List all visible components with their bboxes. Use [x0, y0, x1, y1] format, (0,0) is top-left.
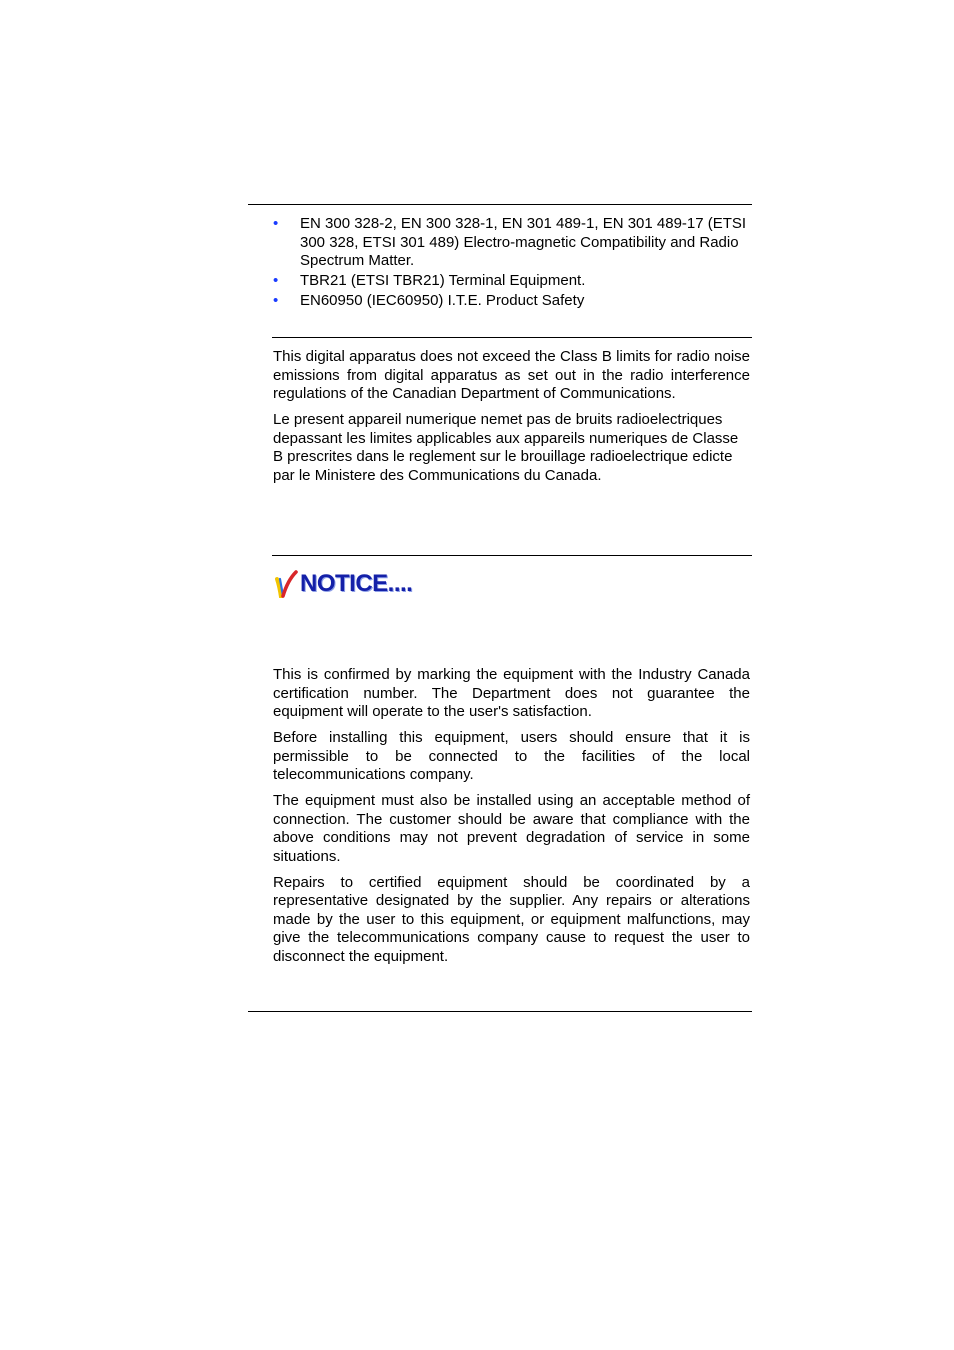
notice-paragraph: Repairs to certified equipment should be coordinated by a representative designated by the supplier. Any repairs or alterations made by the user to this equipment, or equipment malfunctions, may give the telecommunications company cause to request the user to disconnect the equipment. [273, 873, 750, 965]
notice-body [273, 666, 750, 974]
list-item [273, 292, 750, 311]
standards-list [273, 215, 750, 312]
list-item [273, 215, 750, 271]
notice-check-icon [274, 570, 298, 598]
canada-statement-english: This digital apparatus does not exceed the Class B limits for radio noise emissions from digital apparatus as set out in the radio interference regulations of the Canadian Department of Communications. [273, 348, 750, 402]
canada-statement [273, 348, 750, 493]
section-divider [272, 555, 752, 556]
notice-paragraph: Before installing this equipment, users should ensure that it is permissible to be connected to the facilities of the local telecommunications company. [273, 729, 750, 783]
list-item [273, 272, 750, 291]
bullet-icon: • [273, 292, 279, 309]
notice-paragraph: The equipment must also be installed using an acceptable method of connection. The customer should be aware that compliance with the above conditions may not prevent degradation of service in some situations. [273, 792, 750, 865]
bullet-icon: • [273, 215, 279, 232]
list-item-text: EN 300 328-2, EN 300 328-1, EN 301 489-1, EN 301 489-17 (ETSI 300 328, ETSI 301 489) Electro-magnetic Compatibility and Radio Spectrum Matter. [300, 215, 747, 269]
list-item-text: EN60950 (IEC60950) I.T.E. Product Safety [300, 292, 585, 309]
notice-label: NOTICE.... [300, 570, 413, 597]
canada-statement-french: Le present appareil numerique nemet pas de bruits radioelectriques depassant les limites applicables aux appareils numeriques de Classe B prescrites dans le reglement sur le brouillage radioelectrique edicte par le Ministere des Communications du Canada. [273, 411, 739, 484]
bottom-divider [248, 1011, 752, 1012]
notice-heading [274, 568, 412, 600]
section-divider [272, 337, 752, 338]
top-divider [248, 204, 752, 205]
bullet-icon: • [273, 272, 279, 289]
list-item-text: TBR21 (ETSI TBR21) Terminal Equipment. [300, 272, 586, 289]
notice-paragraph: This is confirmed by marking the equipment with the Industry Canada certification number. The Department does not guarantee the equipment will operate to the user's satisfaction. [273, 666, 750, 720]
